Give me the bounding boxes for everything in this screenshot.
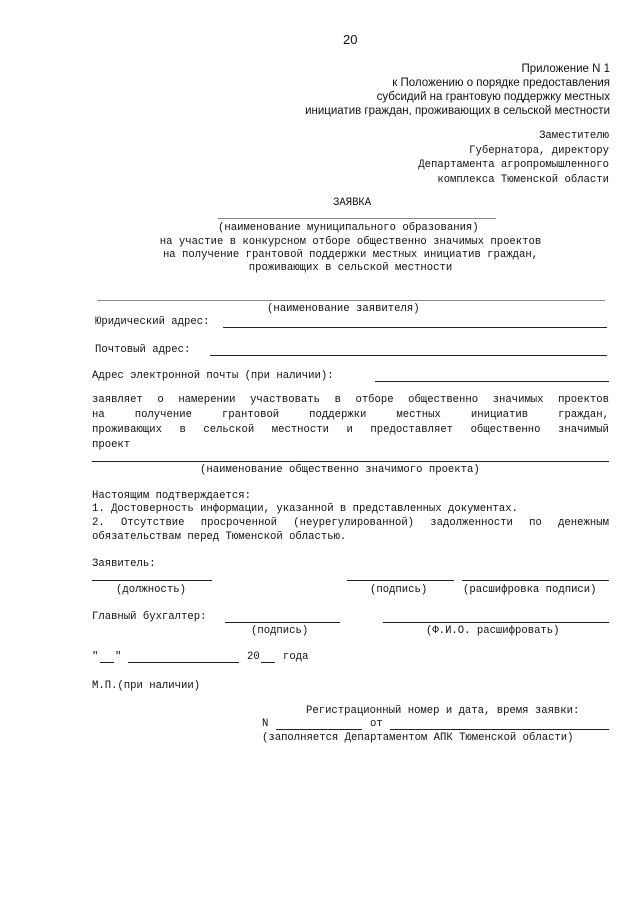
word: в <box>179 424 186 436</box>
word: местности <box>271 424 329 436</box>
purpose-block <box>92 236 609 275</box>
word: задолженности <box>430 517 513 529</box>
stamp-label: М.П.(при наличии) <box>92 680 201 692</box>
confirm-item-2-line-1 <box>92 517 609 529</box>
municipality-caption: (наименование муниципального образования) <box>218 222 479 234</box>
word: значимый <box>558 424 609 436</box>
date-year-prefix: 20 <box>247 651 260 663</box>
applicant-caption: (наименование заявителя) <box>267 303 420 315</box>
date-day-field[interactable] <box>100 662 114 663</box>
confirm-item-2-line-2: обязательствам перед Тюменской областью. <box>92 531 347 543</box>
position-caption: (должность) <box>116 584 186 596</box>
appendix-line-3: субсидий на грантовую поддержку местных <box>376 91 610 103</box>
purpose-line-2: на получение грантовой поддержки местных инициатив граждан, <box>162 249 539 261</box>
word: на <box>92 409 105 421</box>
legal-address-field[interactable] <box>223 327 607 328</box>
word: граждан, <box>558 409 609 421</box>
word: и <box>346 424 353 436</box>
accountant-signature-caption: (подпись) <box>251 625 309 637</box>
purpose-line-3: проживающих в сельской местности <box>248 262 453 274</box>
accountant-label: Главный бухгалтер: <box>92 611 207 623</box>
addressee-line-2: Губернатора, директору <box>469 144 609 157</box>
accountant-name-caption: (Ф.И.О. расшифровать) <box>426 625 560 637</box>
word: местных <box>396 409 441 421</box>
date-quote-open: " <box>92 651 99 663</box>
word: намерении <box>178 394 236 406</box>
word: (неурегулированной) <box>293 517 415 529</box>
postal-address-label: Почтовый адрес: <box>95 344 191 356</box>
addressee-line-1: Заместителю <box>539 130 609 142</box>
word: 2. <box>92 517 105 529</box>
declaration-line-1 <box>92 394 609 406</box>
legal-address-label: Юридический адрес: <box>95 316 210 328</box>
word: отборе <box>355 394 394 406</box>
word: грантовой <box>221 409 280 421</box>
word: получение <box>134 409 192 421</box>
word: значимых <box>492 394 544 406</box>
date-year-field[interactable] <box>261 662 275 663</box>
email-field[interactable] <box>375 381 609 382</box>
accountant-name-field[interactable] <box>383 622 609 623</box>
signature-caption: (подпись) <box>370 584 428 596</box>
purpose-line-1: на участие в конкурсном отборе общественно значимых проектов <box>159 236 542 248</box>
declaration-line-3 <box>92 424 609 436</box>
word: общественно <box>408 394 479 406</box>
registration-heading: Регистрационный номер и дата, время заявки: <box>306 705 580 717</box>
word: сельской <box>203 424 255 436</box>
word: просроченной <box>200 517 278 529</box>
declaration-line-2 <box>92 409 609 421</box>
municipality-field[interactable] <box>218 218 496 219</box>
date-year-suffix: года <box>283 651 309 663</box>
word: проектов <box>558 394 609 406</box>
word: инициатив <box>470 409 529 421</box>
appendix-line-1: Приложение N 1 <box>521 63 610 75</box>
appendix-line-2: к Положению о порядке предоставления <box>392 77 610 89</box>
word: общественно <box>470 424 541 436</box>
email-label: Адрес электронной почты (при наличии): <box>92 370 334 382</box>
applicant-label: Заявитель: <box>92 558 156 570</box>
accountant-signature-field[interactable] <box>225 622 340 623</box>
date-month-field[interactable] <box>128 662 239 663</box>
appendix-block <box>305 62 610 118</box>
registration-number-field[interactable] <box>276 729 362 730</box>
page-number: 20 <box>343 32 358 47</box>
project-name-field[interactable] <box>92 461 609 462</box>
appendix-line-4: инициатив граждан, проживающих в сельской местности <box>305 105 610 117</box>
word: проживающих <box>92 424 162 436</box>
registration-note: (заполняется Департаментом АПК Тюменской области) <box>262 732 574 744</box>
registration-date-field[interactable] <box>390 729 609 730</box>
declaration-line-4: проект <box>92 439 131 451</box>
signature-field[interactable] <box>347 580 454 581</box>
confirm-item-1: 1. Достоверность информации, указанной в представленных документах. <box>92 503 518 515</box>
confirm-heading: Настоящим подтверждается: <box>92 490 251 502</box>
signature-decoding-field[interactable] <box>462 580 609 581</box>
word: о <box>157 394 164 406</box>
addressee-line-4: комплекса Тюменской области <box>437 173 609 186</box>
project-caption: (наименование общественно значимого проекта) <box>200 464 480 476</box>
word: предоставляет <box>370 424 454 436</box>
word: заявляет <box>92 394 143 406</box>
position-field[interactable] <box>92 580 212 581</box>
addressee-line-3: Департамента агропромышленного <box>418 159 609 171</box>
word: Отсутствие <box>120 517 185 529</box>
registration-number-prefix: N <box>262 718 269 730</box>
word: в <box>334 394 341 406</box>
registration-from-label: от <box>370 718 383 730</box>
date-quote-close: " <box>115 651 122 663</box>
applicant-name-field[interactable] <box>97 300 605 301</box>
word: поддержки <box>309 409 367 421</box>
decoding-caption: (расшифровка подписи) <box>463 584 597 596</box>
word: денежным <box>558 517 609 529</box>
addressee-block <box>418 129 609 187</box>
postal-address-field[interactable] <box>210 355 607 356</box>
document-title: ЗАЯВКА <box>333 197 372 209</box>
word: по <box>529 517 542 529</box>
word: участвовать <box>250 394 321 406</box>
